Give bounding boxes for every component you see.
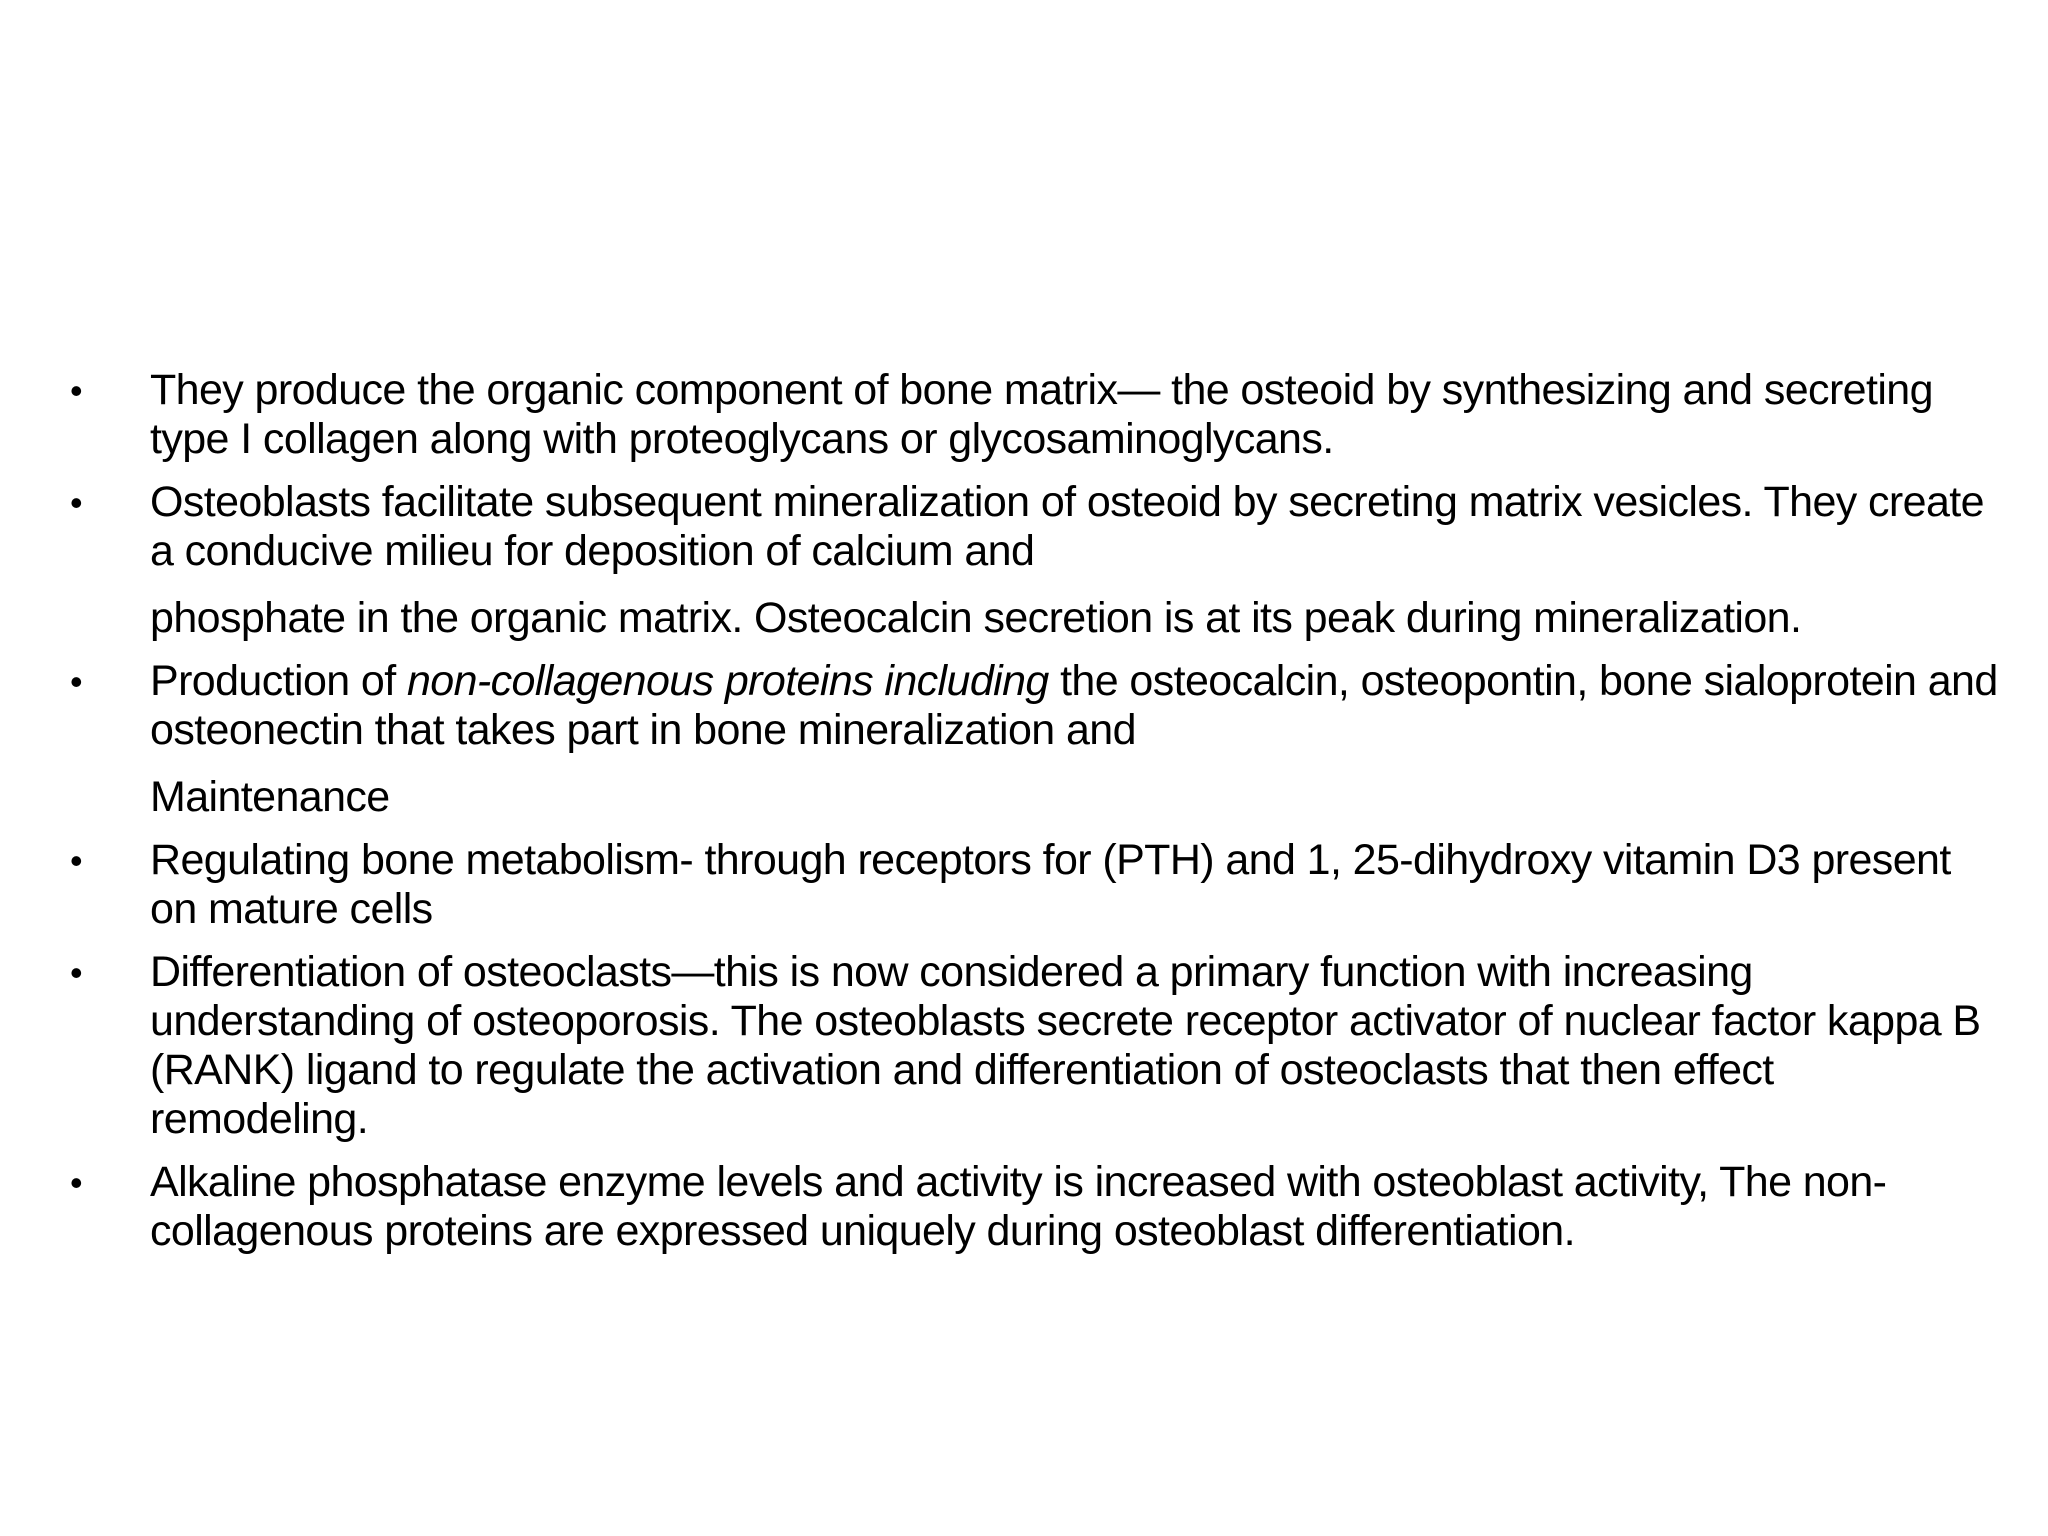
bullet-item-6 xyxy=(70,1158,2000,1256)
bullet-3-text xyxy=(150,657,2000,755)
bullet-marker: • xyxy=(70,840,83,881)
bullet-item-2 xyxy=(70,478,2000,643)
bullet-item-4 xyxy=(70,836,2000,934)
bullet-3-emphasis: non-collagenous proteins including xyxy=(406,657,1049,705)
bullet-text xyxy=(150,948,2000,1144)
bullet-2-continuation: phosphate in the organic matrix. Osteocalcin secretion is at its peak during mineralization. xyxy=(150,594,1802,642)
bullet-item-3 xyxy=(70,657,2000,822)
bullet-text xyxy=(150,366,2000,464)
bullet-list xyxy=(70,366,2000,1270)
bullet-3-continuation: Maintenance xyxy=(150,773,390,821)
bullet-5-text: Differentiation of osteoclasts—this is now considered a primary function with increasing understanding of osteoporosis. The osteoblasts secrete receptor activator of nuclear factor kappa B (RANK) ligand to regulate the activation and differentiation of osteoclasts that then effect remodeling. xyxy=(150,948,1981,1143)
bullet-item-1 xyxy=(70,366,2000,464)
bullet-6-text: Alkaline phosphatase enzyme levels and activity is increased with osteoblast activity, The non-collagenous proteins are expressed uniquely during osteoblast differentiation. xyxy=(150,1158,1887,1255)
bullet-4-text: Regulating bone metabolism- through receptors for (PTH) and 1, 25-dihydroxy vitamin D3 present on mature cells xyxy=(150,836,1951,933)
bullet-text xyxy=(150,478,2000,643)
bullet-text xyxy=(150,657,2000,822)
bullet-2-text: Osteoblasts facilitate subsequent mineralization of osteoid by secreting matrix vesicles. They create a conducive milieu for deposition of calcium and xyxy=(150,478,1984,575)
bullet-marker: • xyxy=(70,661,83,702)
bullet-text xyxy=(150,836,2000,934)
bullet-1-text: They produce the organic component of bone matrix— the osteoid by synthesizing and secreting type I collagen along with proteoglycans or glycosaminoglycans. xyxy=(150,366,1933,463)
bullet-3-prefix: Production of xyxy=(150,657,407,705)
bullet-3-suffix: the osteocalcin, osteopontin, bone sialoprotein and osteonectin that takes part in bone mineralization and xyxy=(150,657,1998,754)
bullet-marker: • xyxy=(70,1162,83,1203)
bullet-marker: • xyxy=(70,482,83,523)
bullet-text xyxy=(150,1158,2000,1256)
bullet-item-5 xyxy=(70,948,2000,1144)
bullet-marker: • xyxy=(70,952,83,993)
bullet-marker: • xyxy=(70,370,83,411)
